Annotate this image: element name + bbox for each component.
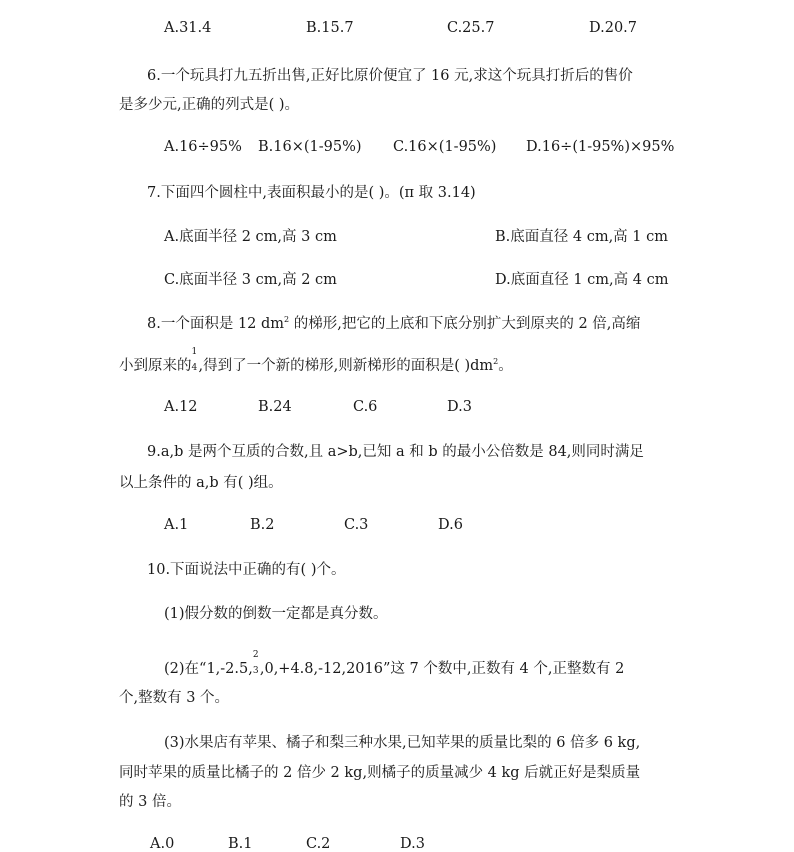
q8-option-d[interactable]: D.3 [447,399,472,415]
q8-fraction [191,347,199,373]
q9-question-line1: 9.a,b 是两个互质的合数,且 a>b,已知 a 和 b 的最小公倍数是 84,则同时满足 [147,444,644,460]
q10-option-d[interactable]: D.3 [400,836,425,852]
q8-fraction-denominator: 4 [191,363,198,373]
q5-option-a[interactable]: A.31.4 [164,20,212,36]
q10-statement-1: (1)假分数的倒数一定都是真分数。 [164,606,388,622]
q8-line2-text-c: 。 [498,358,513,374]
q8-line1-text-a: 8.一个面积是 12 dm [147,316,285,332]
q5-option-d[interactable]: D.20.7 [589,20,638,36]
q6-option-a[interactable]: A.16÷95% [164,139,242,155]
q7-option-b[interactable]: B.底面直径 4 cm,高 1 cm [495,229,669,245]
q8-line1-text-b: 的梯形,把它的上底和下底分别扩大到原夹的 2 倍,高缩 [289,316,641,332]
q6-option-c[interactable]: C.16×(1-95%) [393,139,497,155]
q6-question-line2: 是多少元,正确的列式是( )。 [119,97,300,113]
q8-fraction-numerator: 1 [191,347,198,357]
q10-s2-fraction [252,650,260,676]
q10-s2-text-b: ,0,+4.8,-12,2016”这 7 个数中,正数有 4 个,正整数有 2 [259,661,625,677]
q8-option-a[interactable]: A.12 [164,399,198,415]
q7-question-line1: 7.下面四个圆柱中,表面积最小的是( )。(π 取 3.14) [147,185,476,201]
q7-option-d[interactable]: D.底面直径 1 cm,高 4 cm [495,272,669,288]
q8-line2-text-a: 小到原来的 [119,358,192,374]
q6-question-line1: 6.一个玩具打九五折出售,正好比原价便宜了 16 元,求这个玩具打折后的售价 [147,68,633,84]
q8-line1-superscript: 2 [284,315,290,325]
q10-statement-3-line2: 同时苹果的质量比橘子的 2 倍少 2 kg,则橘子的质量减少 4 kg 后就正好是梨质量 [119,765,641,781]
q10-option-b[interactable]: B.1 [228,836,253,852]
q10-s2-fraction-denominator: 3 [252,666,259,676]
q10-s2-text-a: (2)在“1,-2.5, [164,661,253,677]
q10-statement-2-line2: 个,整数有 3 个。 [119,690,230,706]
q8-option-b[interactable]: B.24 [258,399,292,415]
q10-option-a[interactable]: A.0 [150,836,175,852]
q8-question-line1 [147,312,640,333]
q8-question-line2 [119,347,513,375]
q9-option-a[interactable]: A.1 [164,517,189,533]
q10-statement-3-line3: 的 3 倍。 [119,794,181,810]
q5-option-b[interactable]: B.15.7 [306,20,354,36]
q9-question-line2: 以上条件的 a,b 有( )组。 [119,475,283,491]
q10-option-c[interactable]: C.2 [306,836,331,852]
q10-question-line1: 10.下面说法中正确的有( )个。 [147,562,346,578]
q8-option-c[interactable]: C.6 [353,399,378,415]
q10-statement-2-line1 [164,650,625,678]
q6-option-d[interactable]: D.16÷(1-95%)×95% [526,139,675,155]
q7-option-c[interactable]: C.底面半径 3 cm,高 2 cm [164,272,337,288]
q8-line2-superscript: 2 [493,357,499,367]
q10-s2-fraction-numerator: 2 [252,650,259,660]
q10-statement-3-line1: (3)水果店有苹果、橘子和梨三种水果,已知苹果的质量比梨的 6 倍多 6 kg, [164,735,641,751]
q5-option-c[interactable]: C.25.7 [447,20,495,36]
q9-option-c[interactable]: C.3 [344,517,369,533]
q9-option-b[interactable]: B.2 [250,517,275,533]
q6-option-b[interactable]: B.16×(1-95%) [258,139,362,155]
q8-line2-text-b: ,得到了一个新的梯形,则新梯形的面积是( )dm [198,358,494,374]
q9-option-d[interactable]: D.6 [438,517,463,533]
q7-option-a[interactable]: A.底面半径 2 cm,高 3 cm [164,229,337,245]
